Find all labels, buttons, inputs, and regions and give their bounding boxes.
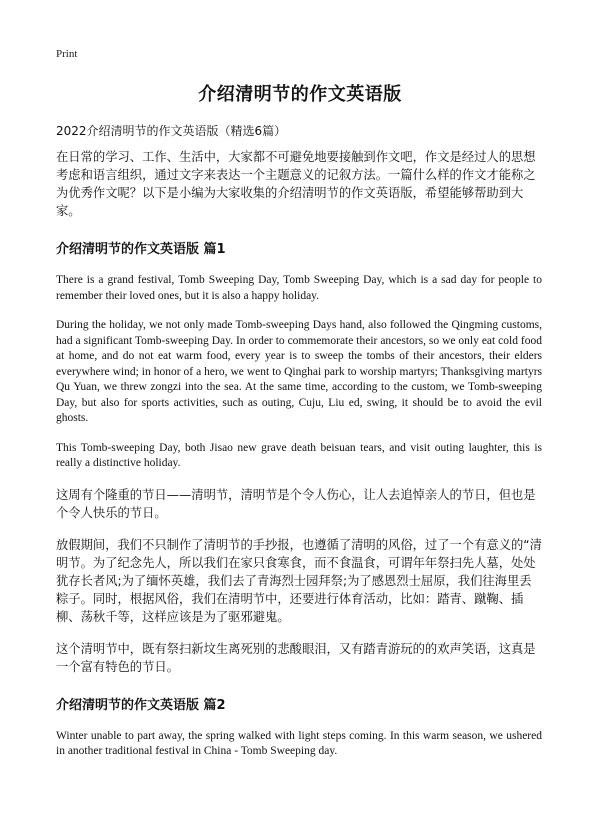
print-link[interactable]: Print <box>56 48 78 60</box>
page-title: 介绍清明节的作文英语版 <box>198 84 402 105</box>
intro-paragraph: 在日常的学习、工作、生活中，大家都不可避免地要接触到作文吧，作文是经过人的思想考虑和语言组织，通过文字来表达一个主题意义的记叙方法。一篇什么样的作文才能称之为优秀作文呢？以下是小编为大家收集的介绍清明节的作文英语版，希望能够帮助到大家。 <box>56 150 536 218</box>
section-2-paragraph-1: Winter unable to part away, the spring walked with light steps coming. In this warm season, we ushered in another traditional festival in China - Tomb Sweeping day. <box>56 729 542 757</box>
section-1-paragraph-4: 这周有个隆重的节日——清明节，清明节是个令人伤心，让人去追悼亲人的节日，但也是个令人快乐的节日。 <box>56 487 536 520</box>
section-1-paragraph-2: During the holiday, we not only made Tomb-sweeping Days hand, also followed the Qingming customs, had a significant Tomb-sweeping Day. In order to commemorate their ancestors, so we only eat cold food at home, and do not eat warm food, every year is to sweep the tombs of their ancestors, their elders everywhere wind; in honor of a hero, we went to Qinghai park to worship martyrs; Thanksgiving martyrs Qu Yuan, we threw zongzi into the sea. At the same time, according to the custom, we Tomb-sweeping Day, but also for sports activities, such as outing, Cuju, Liu ed, swing, it should be to avoid the evil ghosts. <box>56 319 542 424</box>
section-1-paragraph-1: There is a grand festival, Tomb Sweeping Day, Tomb Sweeping Day, which is a sad day for people to remember their loved ones, but it is also a happy holiday. <box>56 274 542 302</box>
section-heading-1: 介绍清明节的作文英语版 篇1 <box>56 242 226 257</box>
section-heading-2: 介绍清明节的作文英语版 篇2 <box>56 697 226 713</box>
section-1-paragraph-6: 这个清明节中，既有祭扫新坟生离死别的悲酸眼泪，又有踏青游玩的的欢声笑语，这真是一个富有特色的节日。 <box>56 641 536 674</box>
section-1-paragraph-3: This Tomb-sweeping Day, both Jisao new grave death beisuan tears, and visit outing laughter, this is really a distinctive holiday. <box>56 441 542 469</box>
article-subtitle: 2022介绍清明节的作文英语版（精选6篇） <box>56 124 287 138</box>
section-1-paragraph-5: 放假期间，我们不只制作了清明节的手抄报，也遵循了清明的风俗，过了一个有意义的“清明节。为了纪念先人，所以我们在家只食寒食，而不食温食，可谓年年祭扫先人墓，处处犹存长者风;为了缅怀英雄，我们去了青海烈士园拜祭;为了感恩烈士屈原，我们往海里丢粽子。同时，根据风俗，我们在清明节中，还要进行体育活动，比如：踏青、蹴鞠、插柳、荡秋千等，这样应该是为了驱邪避鬼。 <box>56 537 542 624</box>
article-body <box>56 148 542 774</box>
